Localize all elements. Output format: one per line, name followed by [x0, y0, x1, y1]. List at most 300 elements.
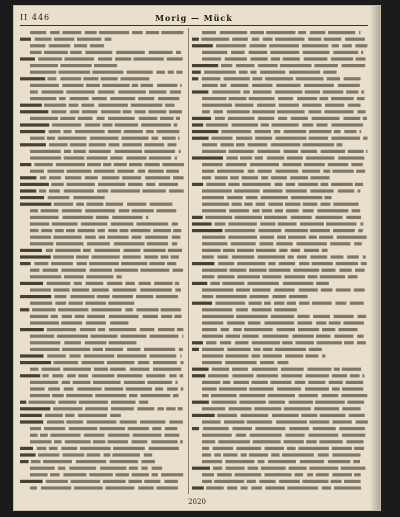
text-line-glyph-run: [258, 117, 274, 120]
text-line-glyph-run: [249, 453, 268, 456]
text-line-glyph-run: [222, 282, 244, 285]
text-line-glyph-run: [53, 255, 74, 258]
text-line-glyph-run: [283, 282, 314, 285]
text-line-glyph-run: [111, 407, 134, 410]
text-line-glyph-run: [155, 387, 163, 390]
text-line-glyph-run: [310, 255, 327, 258]
text-line-glyph-run: [181, 387, 184, 390]
text-line-glyph-run: [192, 348, 199, 351]
text-line-glyph-run: [192, 44, 213, 47]
text-line-glyph-run: [235, 216, 262, 219]
text-line-glyph-run: [20, 255, 51, 258]
text-line-glyph-run: [104, 453, 111, 456]
text-line-glyph-run: [239, 394, 265, 397]
text-line-glyph-run: [316, 321, 326, 324]
text-line-glyph-run: [47, 137, 55, 140]
text-line-glyph-run: [226, 156, 238, 159]
text-line-glyph-run: [92, 71, 123, 74]
text-line-glyph-run: [320, 275, 346, 278]
text-line-glyph-run: [149, 156, 171, 159]
text-line-glyph-run: [63, 216, 94, 219]
text-line-glyph-run: [112, 295, 133, 298]
text-line-glyph-run: [103, 480, 126, 483]
text-line-glyph-run: [268, 203, 283, 206]
text-line-glyph-run: [353, 460, 360, 463]
text-line-glyph-run: [20, 130, 45, 133]
text-line-glyph-run: [84, 354, 115, 357]
text-line-glyph-run: [276, 170, 299, 173]
text-line-glyph-run: [20, 328, 44, 331]
text-line-glyph-run: [235, 341, 249, 344]
text-line-glyph-run: [169, 110, 182, 113]
text-line-glyph-run: [249, 51, 268, 54]
text-line-glyph-run: [121, 262, 147, 265]
text-line-glyph-run: [152, 467, 163, 470]
text-line-glyph-run: [50, 434, 80, 437]
text-line-glyph-run: [227, 486, 237, 489]
text-line-glyph-run: [354, 288, 365, 291]
text-line-glyph-run: [265, 473, 292, 476]
text-line-glyph-run: [90, 137, 119, 140]
text-line-glyph-run: [20, 308, 29, 311]
text-line-glyph-run: [136, 222, 168, 225]
text-line-glyph-run: [336, 288, 351, 291]
text-line-glyph-run: [175, 381, 177, 384]
text-line-glyph-run: [20, 189, 36, 192]
text-line-glyph-run: [265, 77, 293, 80]
text-line-glyph-run: [192, 64, 218, 67]
text-line-glyph-run: [246, 196, 258, 199]
text-line-glyph-run: [275, 137, 306, 140]
text-line-glyph-run: [310, 176, 329, 179]
text-line-glyph-run: [138, 170, 146, 173]
text-line-glyph-run: [202, 453, 211, 456]
text-line-glyph-run: [157, 407, 164, 410]
text-line-glyph-run: [267, 156, 285, 159]
text-line-glyph-run: [62, 348, 90, 351]
text-line-glyph-run: [141, 123, 171, 126]
text-line-glyph-run: [38, 57, 62, 60]
text-line-glyph-run: [310, 189, 333, 192]
text-line-glyph-run: [223, 453, 237, 456]
text-line-glyph-run: [144, 163, 159, 166]
text-line-glyph-run: [85, 31, 97, 34]
text-line-glyph-run: [278, 97, 293, 100]
text-line-glyph-run: [192, 38, 199, 41]
text-line-glyph-run: [224, 77, 250, 80]
text-line-glyph-run: [151, 440, 177, 443]
text-line-glyph-run: [133, 57, 164, 60]
text-line-glyph-run: [229, 150, 254, 153]
text-line-glyph-run: [316, 335, 331, 338]
text-line-glyph-run: [146, 183, 155, 186]
text-line-glyph-run: [94, 368, 108, 371]
text-line-glyph-run: [250, 71, 256, 74]
text-line-glyph-run: [129, 394, 138, 397]
text-line-glyph-run: [144, 143, 164, 146]
text-line-glyph-run: [252, 110, 275, 113]
text-line-glyph-run: [323, 71, 336, 74]
text-line-glyph-run: [331, 480, 342, 483]
text-line-glyph-run: [310, 229, 330, 232]
text-line-glyph-run: [355, 269, 365, 272]
text-line-glyph-run: [182, 335, 183, 338]
text-line-glyph-run: [249, 97, 275, 100]
text-line-glyph-run: [220, 31, 247, 34]
text-line-glyph-run: [328, 31, 355, 34]
text-line-glyph-run: [54, 440, 62, 443]
text-line-glyph-run: [70, 51, 82, 54]
text-line-glyph-run: [225, 229, 256, 232]
text-line-glyph-run: [30, 315, 48, 318]
text-line-glyph-run: [236, 434, 247, 437]
text-line-glyph-run: [256, 249, 276, 252]
text-line-glyph-run: [161, 255, 169, 258]
text-line-glyph-run: [132, 31, 143, 34]
text-line-glyph-run: [275, 209, 283, 212]
text-line-glyph-run: [81, 104, 94, 107]
text-line-glyph-run: [276, 242, 293, 245]
text-line-glyph-run: [354, 473, 361, 476]
text-line-glyph-run: [20, 104, 42, 107]
text-line-glyph-run: [258, 64, 278, 67]
text-line-glyph-run: [167, 387, 178, 390]
text-line-glyph-run: [74, 486, 103, 489]
text-line-glyph-run: [213, 447, 234, 450]
text-line-glyph-run: [82, 361, 105, 364]
text-line-glyph-run: [332, 447, 352, 450]
text-line-glyph-run: [328, 163, 349, 166]
text-line-glyph-run: [236, 315, 268, 318]
text-line-glyph-run: [308, 275, 318, 278]
text-line-glyph-run: [263, 348, 273, 351]
text-line-glyph-run: [176, 117, 180, 120]
text-line-glyph-run: [275, 348, 306, 351]
text-line-glyph-run: [146, 216, 148, 219]
text-line-glyph-run: [164, 434, 179, 437]
text-line-glyph-run: [30, 64, 58, 67]
text-line-glyph-run: [153, 361, 177, 364]
text-line-glyph-run: [125, 282, 134, 285]
text-line-glyph-run: [30, 473, 48, 476]
text-line-glyph-run: [336, 262, 359, 265]
text-line-glyph-run: [261, 467, 286, 470]
text-line-glyph-run: [106, 203, 124, 206]
text-line-glyph-run: [102, 176, 120, 179]
text-line-glyph-run: [85, 176, 98, 179]
text-line-glyph-run: [279, 249, 287, 252]
text-line-glyph-run: [272, 123, 299, 126]
text-line-glyph-run: [76, 203, 84, 206]
text-line-glyph-run: [124, 249, 141, 252]
text-line-glyph-run: [283, 57, 300, 60]
text-line-glyph-run: [259, 229, 282, 232]
text-line-glyph-run: [252, 308, 272, 311]
text-line-glyph-run: [65, 440, 91, 443]
text-line-glyph-run: [202, 255, 214, 258]
text-line-glyph-run: [126, 387, 152, 390]
text-line-glyph-run: [271, 176, 287, 179]
text-line-glyph-run: [356, 57, 366, 60]
text-line-glyph-run: [120, 420, 137, 423]
text-line-glyph-run: [357, 341, 366, 344]
text-line-glyph-run: [92, 374, 114, 377]
text-line-glyph-run: [303, 51, 330, 54]
text-line-glyph-run: [20, 295, 51, 298]
text-line-glyph-run: [289, 401, 314, 404]
text-line-glyph-run: [289, 295, 308, 298]
text-line-glyph-run: [202, 308, 232, 311]
text-line-glyph-run: [232, 255, 254, 258]
text-line-glyph-run: [122, 176, 141, 179]
text-line-glyph-run: [86, 203, 103, 206]
text-line-glyph-run: [202, 242, 228, 245]
text-line-glyph-run: [341, 394, 367, 397]
text-line-glyph-run: [42, 368, 61, 371]
text-line-glyph-run: [206, 123, 228, 126]
text-line-glyph-run: [192, 216, 203, 219]
text-line-glyph-run: [87, 453, 101, 456]
text-line-glyph-run: [156, 209, 176, 212]
text-line-glyph-run: [171, 255, 179, 258]
text-line-glyph-run: [20, 480, 43, 483]
text-line-glyph-run: [147, 242, 168, 245]
text-line-glyph-run: [101, 110, 121, 113]
text-line-glyph-run: [67, 374, 76, 377]
text-line-glyph-run: [338, 156, 364, 159]
text-line-glyph-run: [252, 381, 268, 384]
text-line-glyph-run: [263, 354, 282, 357]
text-line-glyph-run: [83, 249, 91, 252]
text-line-glyph-run: [322, 328, 335, 331]
text-line-glyph-run: [80, 447, 111, 450]
text-line-glyph-run: [89, 150, 111, 153]
text-line-glyph-run: [271, 143, 301, 146]
text-line-glyph-run: [361, 51, 363, 54]
text-line-glyph-run: [146, 374, 165, 377]
text-line-glyph-run: [309, 467, 338, 470]
text-line-glyph-run: [321, 183, 329, 186]
text-line-glyph-run: [38, 453, 59, 456]
text-line-glyph-run: [85, 302, 106, 305]
text-line-glyph-run: [319, 440, 343, 443]
text-line-glyph-run: [89, 262, 119, 265]
text-line-glyph-run: [309, 236, 317, 239]
text-line-glyph-run: [213, 467, 222, 470]
text-line-glyph-run: [192, 137, 209, 140]
text-line-glyph-run: [85, 123, 100, 126]
text-line-glyph-run: [276, 84, 300, 87]
text-line-glyph-run: [247, 282, 279, 285]
text-line-glyph-run: [40, 434, 48, 437]
text-line-glyph-run: [53, 361, 78, 364]
text-line-glyph-run: [250, 31, 264, 34]
text-line-glyph-run: [192, 368, 209, 371]
text-line-glyph-run: [239, 401, 265, 404]
text-line-glyph-run: [266, 31, 295, 34]
text-line-glyph-run: [255, 156, 263, 159]
text-line-glyph-run: [202, 315, 234, 318]
text-line-glyph-run: [366, 150, 367, 153]
text-line-glyph-run: [277, 361, 288, 364]
text-line-glyph-run: [125, 308, 133, 311]
text-line-glyph-run: [284, 130, 307, 133]
text-line-glyph-run: [202, 249, 221, 252]
text-line-glyph-run: [285, 434, 304, 437]
text-line-glyph-run: [144, 480, 160, 483]
text-line-glyph-run: [20, 143, 46, 146]
text-line-glyph-run: [131, 104, 163, 107]
text-line-glyph-run: [350, 374, 360, 377]
text-line-glyph-run: [192, 282, 207, 285]
text-line-glyph-run: [70, 110, 79, 113]
text-line-glyph-run: [146, 130, 154, 133]
text-line-glyph-run: [140, 288, 172, 291]
text-line-glyph-run: [113, 447, 145, 450]
text-line-glyph-run: [227, 321, 245, 324]
text-line-glyph-run: [264, 216, 287, 219]
text-line-glyph-run: [295, 381, 306, 384]
text-line-glyph-run: [30, 335, 54, 338]
text-line-glyph-run: [72, 288, 89, 291]
text-line-glyph-run: [318, 453, 329, 456]
text-line-glyph-run: [20, 354, 44, 357]
text-line-glyph-run: [147, 381, 172, 384]
text-line-glyph-run: [78, 374, 88, 377]
text-line-glyph-run: [291, 117, 308, 120]
text-line-glyph-run: [270, 381, 291, 384]
text-line-glyph-run: [285, 354, 303, 357]
text-line-glyph-run: [43, 269, 59, 272]
text-line-glyph-run: [150, 203, 173, 206]
text-line-glyph-run: [47, 282, 71, 285]
text-line-glyph-run: [230, 176, 239, 179]
text-line-glyph-run: [102, 84, 130, 87]
text-line-glyph-run: [231, 51, 245, 54]
text-line-glyph-run: [105, 387, 124, 390]
text-line-glyph-run: [192, 374, 205, 377]
text-line-glyph-run: [62, 315, 73, 318]
text-line-glyph-run: [202, 236, 226, 239]
text-line-glyph-run: [251, 57, 268, 60]
text-line-glyph-run: [99, 31, 129, 34]
text-line-glyph-run: [241, 414, 269, 417]
text-line-glyph-run: [228, 117, 255, 120]
text-line-glyph-run: [287, 156, 303, 159]
text-line-glyph-run: [302, 170, 320, 173]
text-line-glyph-run: [253, 90, 272, 93]
text-line-glyph-run: [236, 288, 250, 291]
text-line-glyph-run: [143, 249, 165, 252]
text-line-glyph-run: [140, 394, 170, 397]
text-line-glyph-run: [360, 222, 363, 225]
text-line-glyph-run: [260, 71, 285, 74]
text-line-glyph-run: [30, 31, 46, 34]
text-line-glyph-run: [319, 236, 333, 239]
text-line-glyph-run: [249, 269, 267, 272]
text-line-glyph-run: [49, 189, 60, 192]
text-line-glyph-run: [177, 328, 184, 331]
text-line-glyph-run: [156, 295, 178, 298]
text-line-glyph-run: [58, 401, 76, 404]
text-line-glyph-run: [161, 315, 172, 318]
text-line-glyph-run: [70, 143, 87, 146]
text-line-glyph-run: [148, 110, 166, 113]
text-line-glyph-run: [250, 44, 267, 47]
text-line-glyph-run: [133, 434, 162, 437]
text-line-glyph-run: [342, 407, 360, 410]
text-line-glyph-run: [271, 453, 279, 456]
text-line-glyph-run: [319, 97, 328, 100]
text-line-glyph-run: [269, 401, 286, 404]
text-line-glyph-run: [344, 130, 356, 133]
text-line-glyph-run: [324, 110, 353, 113]
text-line-glyph-run: [303, 203, 318, 206]
text-line-glyph-run: [232, 427, 252, 430]
text-line-glyph-run: [30, 427, 41, 430]
text-line-glyph-run: [346, 90, 358, 93]
text-line-glyph-run: [309, 130, 332, 133]
text-line-glyph-run: [252, 38, 259, 41]
text-line-glyph-run: [76, 255, 89, 258]
text-line-glyph-run: [363, 137, 368, 140]
text-line-glyph-run: [229, 97, 247, 100]
text-line-glyph-run: [129, 467, 138, 470]
text-line-glyph-run: [202, 420, 221, 423]
text-line-glyph-run: [174, 315, 181, 318]
text-line-glyph-run: [100, 467, 126, 470]
text-line-glyph-run: [244, 203, 252, 206]
text-line-glyph-run: [347, 255, 359, 258]
text-line-glyph-run: [282, 453, 314, 456]
text-line-glyph-run: [30, 242, 53, 245]
text-line-glyph-run: [226, 163, 247, 166]
text-line-glyph-run: [214, 480, 244, 483]
text-line-glyph-run: [284, 150, 298, 153]
text-line-glyph-run: [30, 467, 55, 470]
text-line-glyph-run: [116, 275, 121, 278]
text-line-glyph-run: [308, 434, 338, 437]
text-line-glyph-run: [30, 229, 39, 232]
text-line-glyph-run: [202, 434, 232, 437]
text-line-glyph-run: [29, 401, 56, 404]
text-line-glyph-run: [31, 460, 41, 463]
text-line-glyph-run: [69, 354, 80, 357]
text-line-glyph-run: [202, 84, 218, 87]
text-line-glyph-run: [154, 282, 173, 285]
text-line-glyph-run: [49, 143, 68, 146]
text-line-glyph-run: [132, 473, 149, 476]
text-line-glyph-run: [232, 374, 253, 377]
text-line-glyph-run: [304, 163, 325, 166]
text-line-glyph-run: [114, 269, 138, 272]
text-line-glyph-run: [41, 229, 52, 232]
text-line-glyph-run: [309, 137, 329, 140]
text-line-glyph-run: [46, 480, 68, 483]
text-line-glyph-run: [313, 427, 336, 430]
page-number: II 446: [20, 13, 51, 22]
text-line-glyph-run: [129, 163, 142, 166]
text-line-glyph-run: [308, 38, 321, 41]
text-line-glyph-run: [61, 269, 86, 272]
text-line-glyph-run: [202, 31, 216, 34]
text-line-glyph-run: [109, 328, 136, 331]
text-line-glyph-run: [20, 77, 45, 80]
column-divider: [188, 28, 189, 494]
text-line-glyph-run: [285, 229, 308, 232]
text-line-glyph-run: [86, 156, 107, 159]
text-line-glyph-run: [215, 117, 225, 120]
